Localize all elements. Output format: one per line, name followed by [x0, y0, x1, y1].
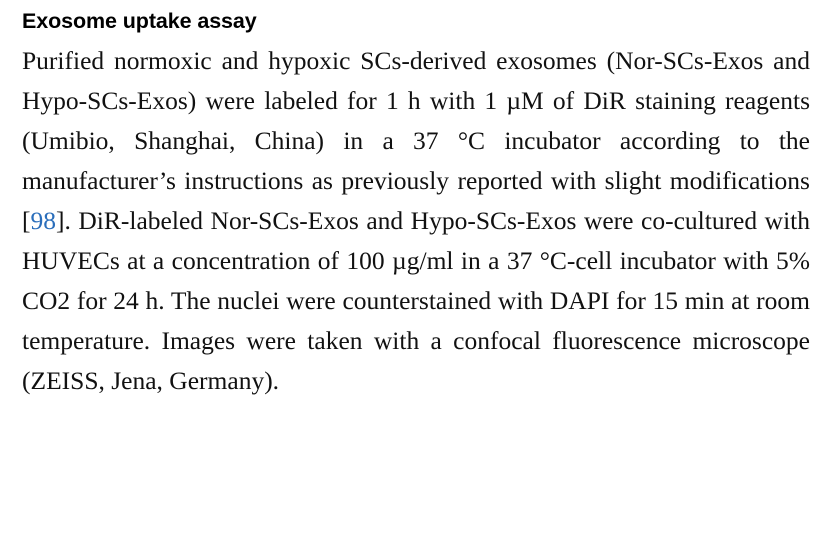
- methods-paragraph: [22, 41, 810, 401]
- paragraph-text-before-citation: Purified normoxic and hypoxic SCs-derived exosomes (Nor-SCs-Exos and Hypo-SCs-Exos) were labeled for 1 h with 1 µM of DiR staining reagents (Umibio, Shanghai, China) in a 37 °C incubator according to the manufacturer’s instructions as previously reported with slight modifications [: [22, 45, 810, 235]
- paragraph-text-after-citation: ]. DiR-labeled Nor-SCs-Exos and Hypo-SCs-Exos were co-cultured with HUVECs at a concentration of 100 µg/ml in a 37 °C-cell incubator with 5% CO2 for 24 h. The nuclei were counterstained with DAPI for 15 min at room temperature. Images were taken with a confocal fluorescence microscope (ZEISS, Jena, Germany).: [22, 205, 810, 395]
- citation-link-98[interactable]: 98: [30, 205, 56, 235]
- section-heading: Exosome uptake assay: [22, 9, 257, 33]
